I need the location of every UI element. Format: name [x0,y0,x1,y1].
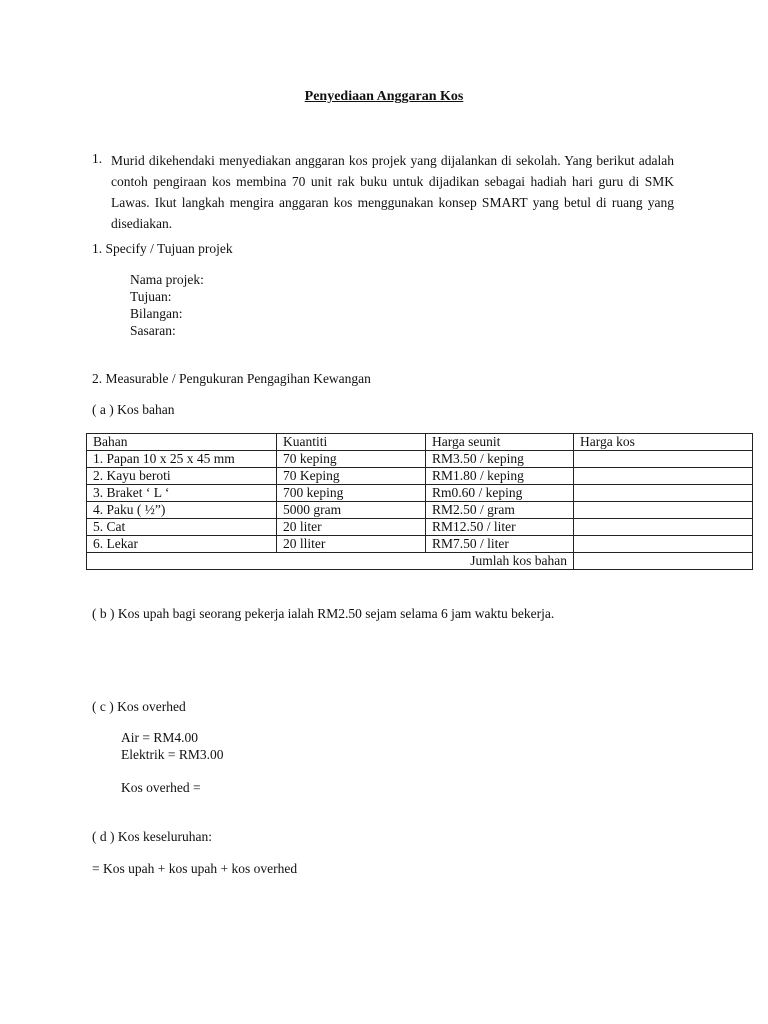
cell-kuantiti: 5000 gram [277,502,426,519]
cell-kuantiti: 20 liter [277,519,426,536]
kos-keseluruhan-formula: = Kos upah + kos upah + kos overhed [92,861,298,876]
table-row [87,485,753,502]
cell-harga-kos [574,468,753,485]
header-kuantiti: Kuantiti [277,434,426,451]
cell-harga-seunit: RM3.50 / keping [426,451,574,468]
specify-heading: 1. Specify / Tujuan projek [92,241,233,256]
air-cost: Air = RM4.00 [121,730,198,745]
page-title: Penyediaan Anggaran Kos [304,89,464,104]
kos-overhed-label: ( c ) Kos overhed [92,699,186,714]
intro-text: Murid dikehendaki menyediakan anggaran kos projek yang dijalankan di sekolah. Yang berikut adalah contoh pengiraan kos membina 70 unit rak buku untuk dijadikan sebagai hadiah hari guru di SMK Lawas. Ikut langkah mengira anggaran kos menggunakan konsep SMART yang betul di ruang yang disediakan. [111,153,674,231]
cell-bahan: 2. Kayu beroti [87,468,277,485]
cell-harga-seunit: Rm0.60 / keping [426,485,574,502]
kos-upah-text: ( b ) Kos upah bagi seorang pekerja ialah RM2.50 sejam selama 6 jam waktu bekerja. [92,606,555,621]
cell-kuantiti: 70 keping [277,451,426,468]
table-row [87,451,753,468]
kos-overhed-total: Kos overhed = [121,780,201,795]
table-header-row [87,434,753,451]
cell-harga-seunit: RM7.50 / liter [426,536,574,553]
cell-harga-kos [574,451,753,468]
cell-kuantiti: 70 Keping [277,468,426,485]
cell-harga-kos [574,485,753,502]
cell-kuantiti: 20 lliter [277,536,426,553]
table-row [87,468,753,485]
header-harga-seunit: Harga seunit [426,434,574,451]
cell-bahan: 5. Cat [87,519,277,536]
table-row [87,536,753,553]
table-row [87,502,753,519]
kos-bahan-label: ( a ) Kos bahan [92,402,175,417]
jumlah-kos-bahan-value [574,553,753,570]
field-nama-projek: Nama projek: [130,272,204,287]
cell-harga-seunit: RM1.80 / keping [426,468,574,485]
cell-bahan: 4. Paku ( ½”) [87,502,277,519]
cell-bahan: 3. Braket ‘ L ‘ [87,485,277,502]
cell-bahan: 6. Lekar [87,536,277,553]
header-bahan: Bahan [87,434,277,451]
cell-harga-seunit: RM2.50 / gram [426,502,574,519]
cell-harga-kos [574,519,753,536]
kos-bahan-table [86,433,753,570]
header-harga-kos: Harga kos [574,434,753,451]
cell-harga-seunit: RM12.50 / liter [426,519,574,536]
kos-keseluruhan-label: ( d ) Kos keseluruhan: [92,829,212,844]
elektrik-cost: Elektrik = RM3.00 [121,747,224,762]
field-bilangan: Bilangan: [130,306,183,321]
intro-paragraph [92,150,674,234]
intro-number: 1. [92,151,103,166]
cell-harga-kos [574,502,753,519]
cell-bahan: 1. Papan 10 x 25 x 45 mm [87,451,277,468]
field-tujuan: Tujuan: [130,289,172,304]
measurable-heading: 2. Measurable / Pengukuran Pengagihan Kewangan [92,371,371,386]
table-row [87,519,753,536]
field-sasaran: Sasaran: [130,323,176,338]
table-total-row [87,553,753,570]
cell-harga-kos [574,536,753,553]
cell-kuantiti: 700 keping [277,485,426,502]
jumlah-kos-bahan-label: Jumlah kos bahan [87,553,574,570]
